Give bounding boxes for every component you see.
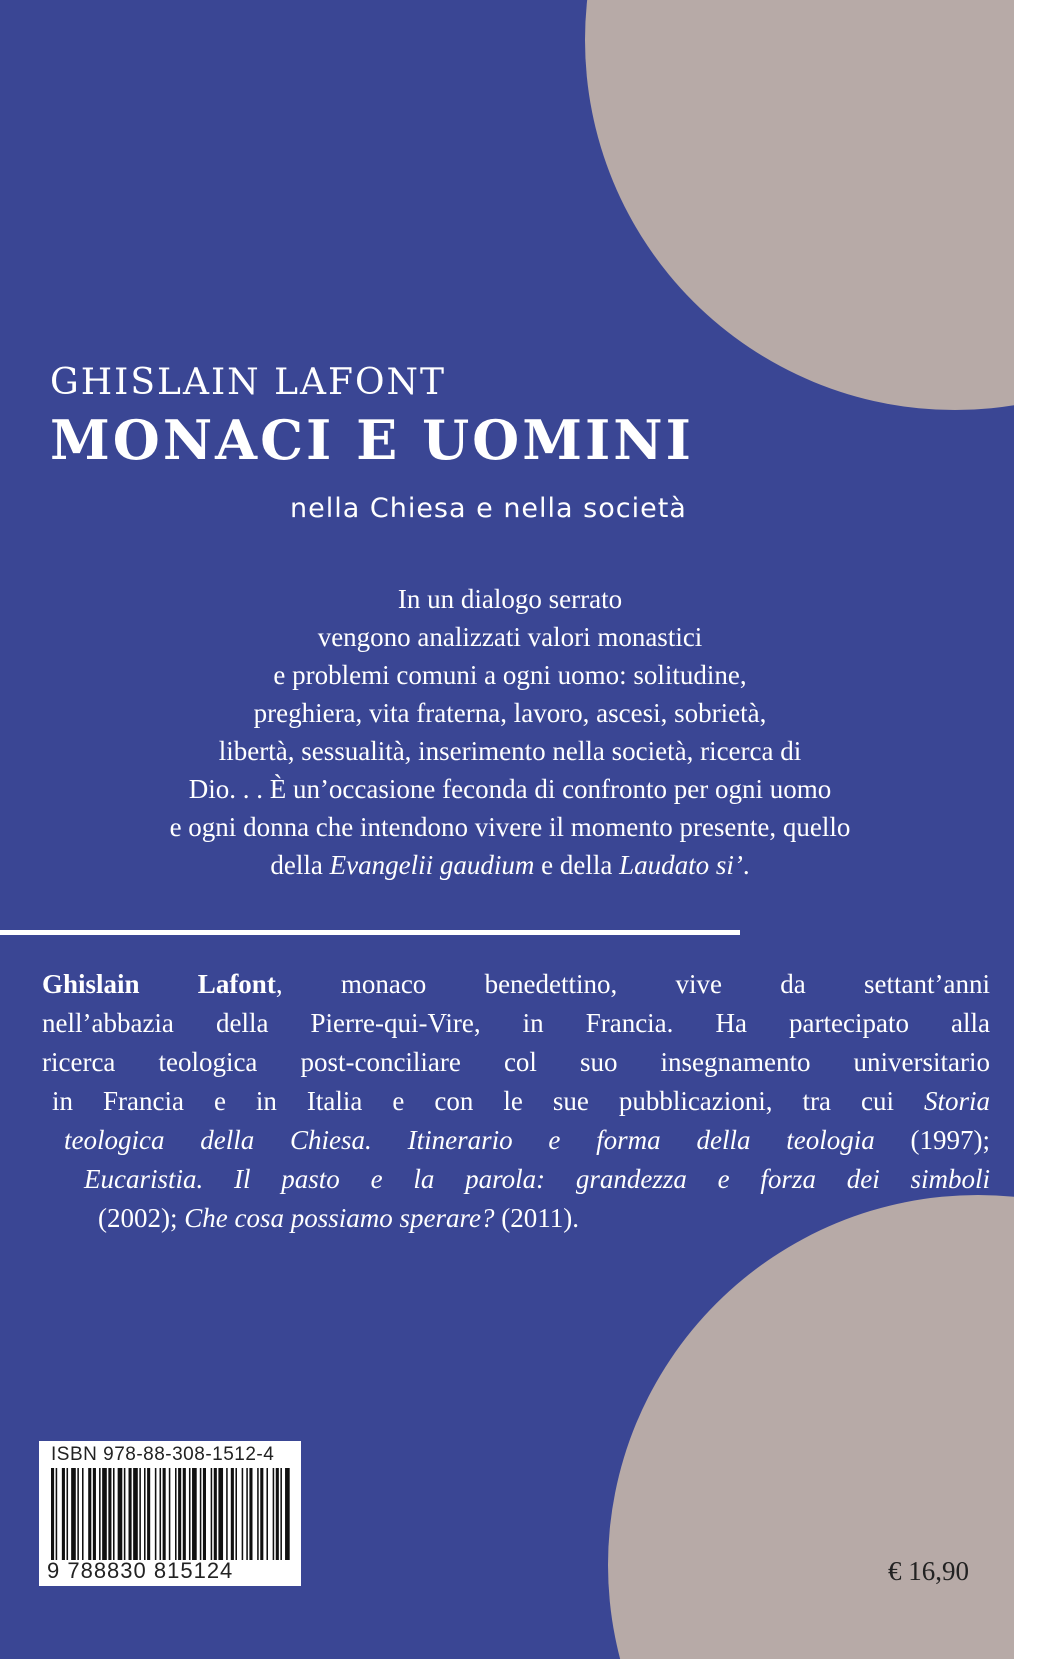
bio-text: in Francia e in Italia e con le sue pubblicazioni, tra cui — [52, 1086, 924, 1116]
blurb-text: della — [270, 850, 330, 880]
barcode-bar — [273, 1468, 275, 1560]
barcode-bar — [266, 1468, 268, 1560]
barcode-bar — [235, 1468, 237, 1560]
page-edge — [1014, 0, 1043, 1659]
barcode-bar — [160, 1468, 162, 1560]
barcode-bar — [102, 1468, 107, 1560]
bio-line — [42, 1160, 990, 1199]
barcode-bar — [56, 1468, 58, 1560]
barcode-bar — [67, 1468, 69, 1560]
divider-line — [0, 930, 740, 935]
barcode-bar — [211, 1468, 213, 1560]
bio-line — [42, 1199, 990, 1238]
decorative-circle-top — [585, 0, 1014, 410]
barcode-bars — [47, 1468, 293, 1560]
barcode-label — [39, 1441, 301, 1586]
barcode-bar — [129, 1468, 132, 1560]
barcode-bar — [99, 1468, 101, 1560]
barcode-bar — [62, 1468, 65, 1560]
barcode-bar — [192, 1468, 197, 1560]
bio-text: , monaco benedettino, vive da settant’anni — [275, 969, 990, 999]
barcode-bar — [147, 1468, 150, 1560]
work-title: Eucaristia. Il pasto e la parola: grandezza e forza dei simboli — [84, 1164, 990, 1194]
blurb — [40, 580, 980, 884]
barcode-bar — [285, 1468, 290, 1560]
barcode-bar — [133, 1468, 138, 1560]
work-title: Che cosa possiamo sperare? — [184, 1203, 495, 1233]
barcode-bar — [276, 1468, 279, 1560]
barcode-graphic — [47, 1468, 293, 1560]
decorative-circle-bottom — [608, 1195, 1014, 1659]
blurb-line: e problemi comuni a ogni uomo: solitudine, — [273, 660, 747, 690]
work-title: teologica della Chiesa. Itinerario e forma della teologia — [64, 1125, 875, 1155]
barcode-bar — [178, 1468, 181, 1560]
blurb-line-last — [40, 846, 980, 884]
barcode-bar — [203, 1468, 206, 1560]
bio-author-name: Ghislain Lafont — [42, 969, 276, 999]
barcode-bar — [88, 1468, 91, 1560]
author-name: GHISLAIN LAFONT — [50, 362, 447, 403]
barcode-bar — [139, 1468, 141, 1560]
bio-line: nell’abbazia della Pierre-qui-Vire, in Francia. Ha partecipato alla — [42, 1008, 990, 1038]
work-title: Evangelii gaudium — [329, 850, 535, 880]
blurb-line: Dio. . . È un’occasione feconda di confronto per ogni uomo — [188, 774, 832, 804]
barcode-bar — [280, 1468, 282, 1560]
barcode-bar — [71, 1468, 76, 1560]
price: € 16,90 — [888, 1556, 969, 1586]
barcode-bar — [249, 1468, 252, 1560]
barcode-bar — [93, 1468, 96, 1560]
blurb-line: In un dialogo serrato — [397, 584, 623, 614]
blurb-text: . — [742, 850, 750, 880]
barcode-bar — [183, 1468, 186, 1560]
blurb-line: libertà, sessualità, inserimento nella società, ricerca di — [218, 736, 802, 766]
ean-digits: 9 788830 815124 — [47, 1558, 234, 1583]
barcode-bar — [260, 1468, 263, 1560]
barcode-bar — [163, 1468, 166, 1560]
barcode-bar — [218, 1468, 223, 1560]
blurb-line: vengono analizzati valori monastici — [317, 622, 703, 652]
bio-text: (2011). — [494, 1203, 579, 1233]
book-subtitle: nella Chiesa e nella società — [290, 493, 687, 524]
barcode-bar — [108, 1468, 111, 1560]
barcode-bar — [124, 1468, 126, 1560]
bio-line — [42, 1121, 990, 1160]
barcode-bar — [144, 1468, 146, 1560]
book-title: MONACI E UOMINI — [50, 408, 694, 472]
barcode-bar — [113, 1468, 115, 1560]
blurb-line: e ogni donna che intendono vivere il momento presente, quello — [169, 812, 851, 842]
barcode-bar — [231, 1468, 234, 1560]
work-title: Storia — [923, 1086, 990, 1116]
bio-line — [42, 1082, 990, 1121]
barcode-bar — [257, 1468, 259, 1560]
bio-line — [42, 965, 990, 1004]
barcode-bar — [242, 1468, 244, 1560]
barcode-bar — [51, 1468, 54, 1560]
barcode-bar — [77, 1468, 79, 1560]
barcode-bar — [155, 1468, 157, 1560]
barcode-bar — [189, 1468, 191, 1560]
isbn-number: ISBN 978-88-308-1512-4 — [51, 1444, 275, 1465]
barcode-bar — [175, 1468, 177, 1560]
work-title: Laudato si’ — [619, 850, 743, 880]
barcode-bar — [118, 1468, 123, 1560]
bio-text: (2002); — [98, 1203, 185, 1233]
barcode-bar — [200, 1468, 202, 1560]
barcode-bar — [214, 1468, 217, 1560]
barcode-bar — [169, 1468, 171, 1560]
bio-line: ricerca teologica post-conciliare col suo insegnamento universitario — [42, 1047, 990, 1077]
barcode-bar — [82, 1468, 84, 1560]
blurb-text: e della — [534, 850, 620, 880]
author-bio — [42, 965, 990, 1238]
barcode-bar — [246, 1468, 248, 1560]
bio-text: (1997); — [874, 1125, 991, 1155]
barcode-bar — [226, 1468, 228, 1560]
blurb-line: preghiera, vita fraterna, lavoro, ascesi, sobrietà, — [253, 698, 767, 728]
